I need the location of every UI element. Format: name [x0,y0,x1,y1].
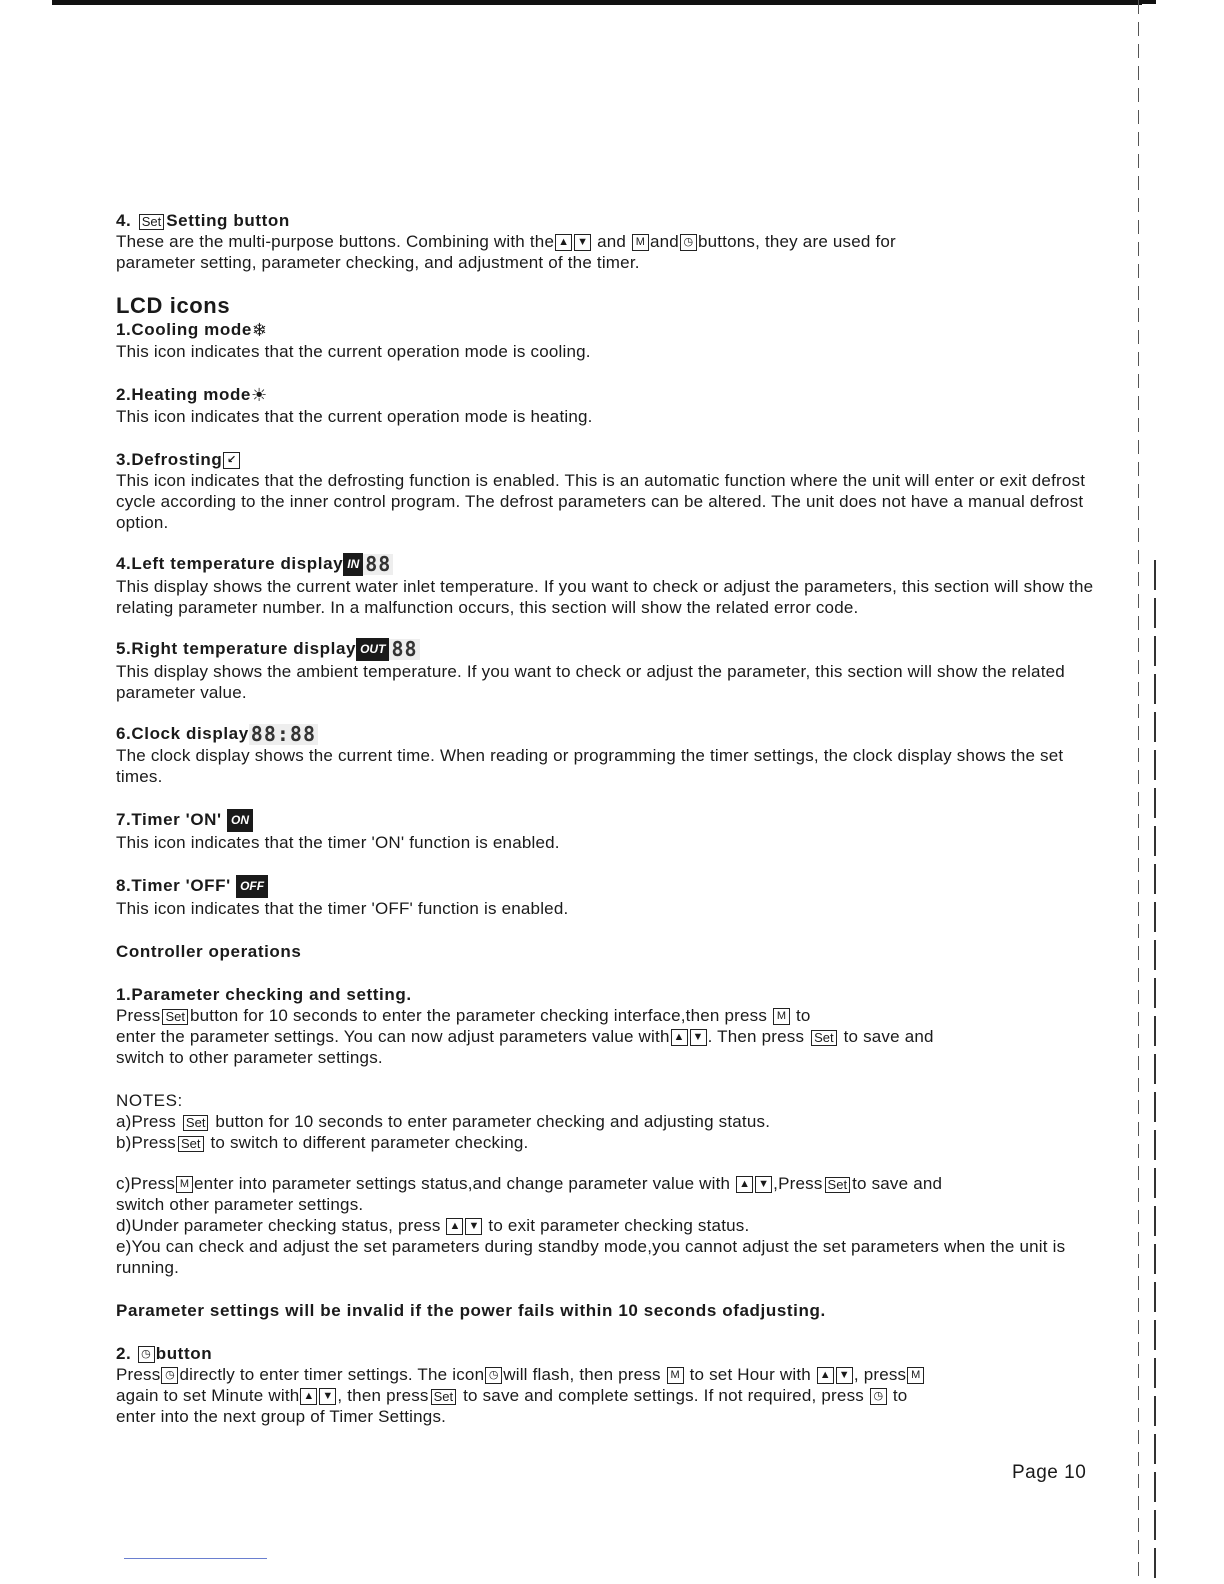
clock-icon: ◷ [680,234,697,251]
left-digits-icon: 88 [365,552,392,577]
up-icon: ▲ [446,1218,463,1235]
right-digits-icon: 88 [391,637,418,662]
m-icon: M [176,1176,193,1193]
lcd-item-cooling: 1.Cooling mode❄ This icon indicates that the current operation mode is cooling. [116,320,591,362]
ops-clock-section: 2. ◷ button Press ◷ directly to enter timer settings. The icon ◷ will flash, then press M to set Hour with ▲ ▼ , press M again to set Minute with ▲ ▼ , then press Set to save and complete settings. If not required, press ◷ to enter into the next group of Timer Settings. [116,1343,1096,1427]
page-number: Page 10 [1012,1462,1087,1483]
off-icon: OFF [236,875,268,898]
clock-icon: ◷ [138,1346,155,1363]
up-icon: ▲ [671,1029,688,1046]
top-rule [52,0,1142,5]
lcd-item-timer-off: 8.Timer 'OFF' OFF This icon indicates that the timer 'OFF' function is enabled. [116,876,569,919]
top-rule-right [1098,0,1156,4]
down-icon: ▼ [836,1367,853,1384]
down-icon: ▼ [465,1218,482,1235]
clock-icon: ◷ [485,1367,502,1384]
set-icon: Set [139,214,165,230]
clock-icon: ◷ [870,1388,887,1405]
m-icon: M [632,234,649,251]
set-icon: Set [183,1115,209,1131]
set-icon: Set [811,1030,837,1046]
lcd-item-right-temp: 5.Right temperature display OUT 88 This display shows the ambient temperature. If you want to check or adjust the parameter, this section will show the related parameter value. [116,637,1065,703]
m-icon: M [773,1008,790,1025]
down-icon: ▼ [574,234,591,251]
clock-icon: ◷ [161,1367,178,1384]
up-icon: ▲ [300,1388,317,1405]
lcd-item-clock: 6.Clock display 88:88 The clock display shows the current time. When reading or programming the timer settings, the clock display shows the set times. [116,722,1064,787]
up-icon: ▲ [736,1176,753,1193]
right-edge-line-2 [1154,560,1156,1584]
down-icon: ▼ [690,1029,707,1046]
up-icon: ▲ [817,1367,834,1384]
right-edge-line [1138,0,1139,1584]
set-icon: Set [825,1177,851,1193]
sun-icon: ☀ [250,385,268,406]
set-icon: Set [178,1136,204,1152]
setting-text: These are the multi-purpose buttons. Combining with the ▲ ▼ and M and ◷ buttons, they are used for parameter setting, parameter checking, and adjustment of the timer. [116,232,896,272]
down-icon: ▼ [755,1176,772,1193]
set-icon: Set [431,1389,457,1405]
notes-section: NOTES: a)Press Set button for 10 seconds to enter parameter checking and adjusting status. b)Press Set to switch to different parameter checking. c)Press M enter into parameter settings status,and change parameter value with ▲ ▼ ,Press Set to save and switch other parameter settings. d)Under parameter checking status, press ▲ ▼ to exit parameter checking status. e)You can check and adjust the set parameters during standby mode,you cannot adjust the set parameters when the unit is running. [116,1091,1066,1278]
ops-title: Controller operations [116,942,302,962]
lcd-title: LCD icons [116,293,231,318]
lcd-item-timer-on: 7.Timer 'ON' ON This icon indicates that the timer 'ON' function is enabled. [116,810,560,853]
set-icon: Set [162,1009,188,1025]
in-icon: IN [343,553,363,576]
lcd-item-left-temp: 4.Left temperature display IN 88 This display shows the current water inlet temperature. If you want to check or adjust the parameters, this section will show the relating parameter number. In a malfunction occurs, this section will show the related error code. [116,552,1094,618]
m-icon: M [907,1367,924,1384]
lcd-item-heating: 2.Heating mode☀ This icon indicates that the current operation mode is heating. [116,385,593,427]
setting-heading: 4. Set Setting button [116,211,290,230]
clock-digits-icon: 88:88 [250,722,316,747]
setting-section [116,210,1096,273]
bottom-underline [124,1558,267,1559]
defrost-icon: ↙ [223,452,240,469]
up-icon: ▲ [555,234,572,251]
m-icon: M [667,1367,684,1384]
page-content [116,210,1096,1427]
out-icon: OUT [356,638,389,661]
warning-text: Parameter settings will be invalid if the power fails within 10 seconds ofadjusting. [116,1301,826,1321]
ops-param-section: 1.Parameter checking and setting. Press Set button for 10 seconds to enter the parameter checking interface,then press M to enter the parameter settings. You can now adjust parameters value with ▲ ▼ . Then press Set to save and switch to other parameter settings. [116,985,934,1068]
down-icon: ▼ [319,1388,336,1405]
on-icon: ON [227,809,253,832]
snowflake-icon: ❄ [251,320,268,341]
lcd-item-defrost: 3.Defrosting ↙ This icon indicates that the defrosting function is enabled. This is an automatic function where the unit will enter or exit defrost cycle according to the inner control program. The defrost parameters can be altered. The unit does not have a manual defrost option. [116,450,1086,533]
